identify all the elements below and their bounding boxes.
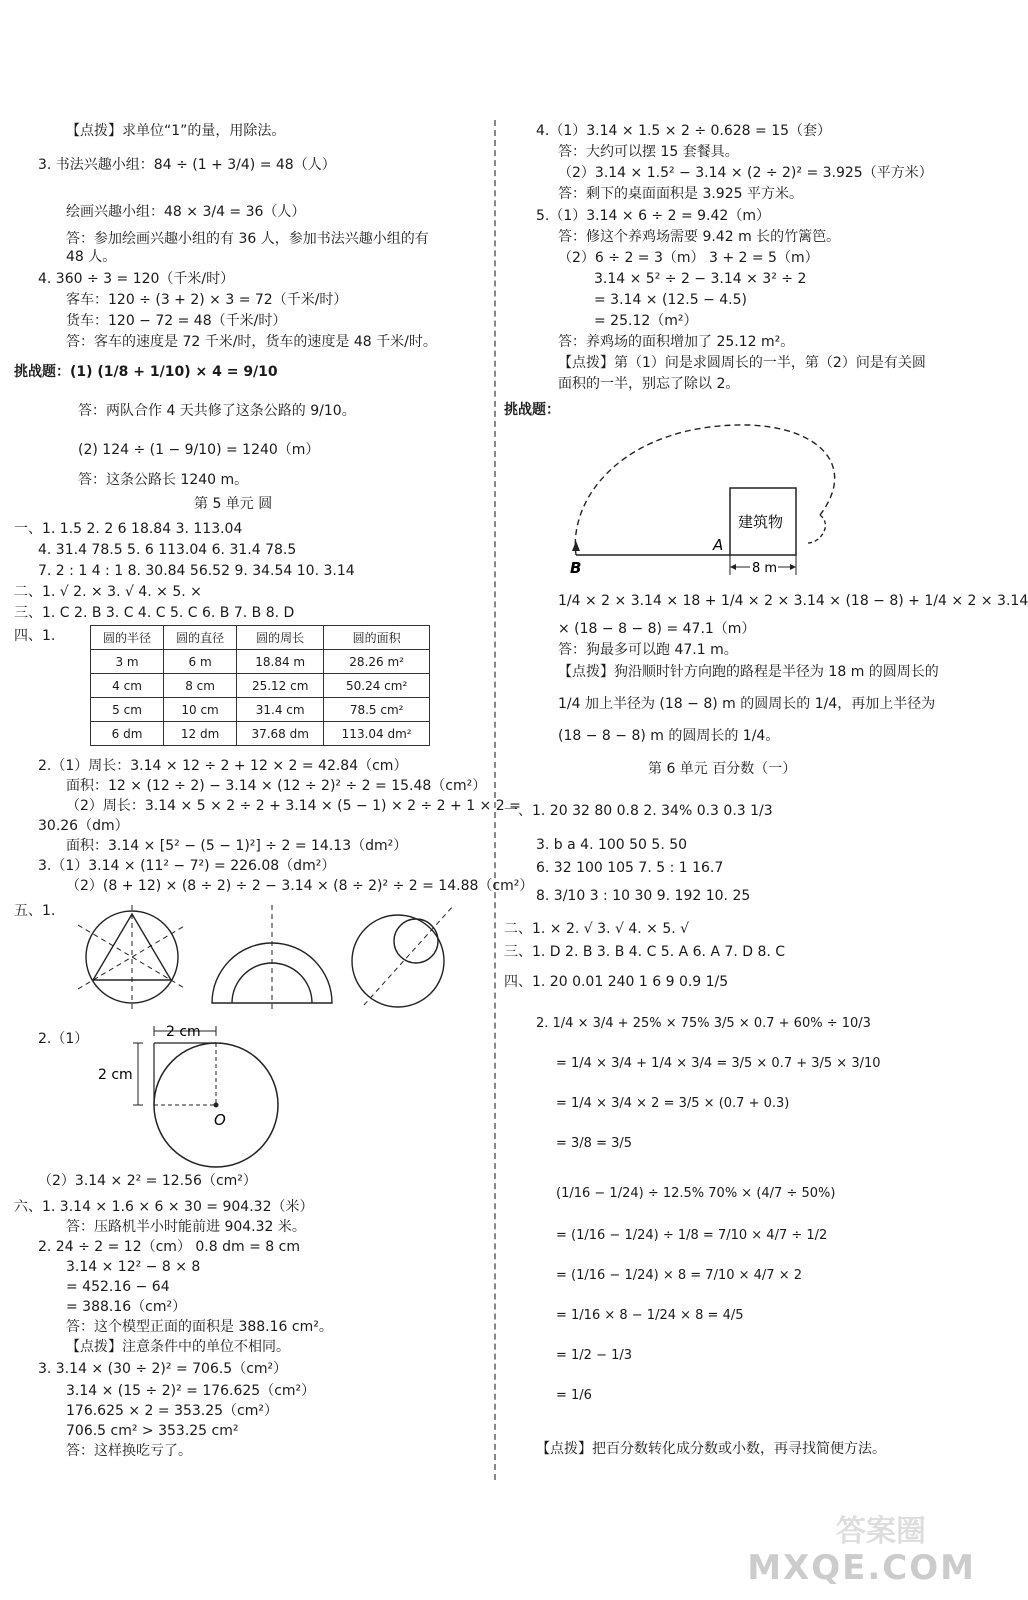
answer-line: 3. b a 4. 100 50 5. 50 xyxy=(536,837,688,853)
answer-line: 答：客车的速度是 72 千米/时，货车的速度是 48 千米/时。 xyxy=(66,334,437,350)
calc-line: = (1/16 − 1/24) × 8 = 7/10 × 4/7 × 2 xyxy=(556,1268,802,1283)
answer-line: = 452.16 − 64 xyxy=(66,1279,170,1295)
label-building: 建筑物 xyxy=(738,513,784,531)
answer-line: 6. 32 100 105 7. 5 : 1 16.7 xyxy=(536,860,724,876)
answer-line: 4. 31.4 78.5 5. 6 113.04 6. 31.4 78.5 xyxy=(38,542,297,558)
calc-line: = 1/6 xyxy=(556,1388,592,1403)
challenge-label: 挑战题： xyxy=(504,402,560,418)
answer-line: 答：这个模型正面的面积是 388.16 cm²。 xyxy=(66,1319,333,1335)
answer-line: 3.（1）3.14 × (11² − 7²) = 226.08（dm²） xyxy=(38,858,336,874)
tip-text: 【点拨】求单位“1”的量，用除法。 xyxy=(66,123,286,139)
answer-line: 3. 书法兴趣小组：84 ÷ (1 + 3/4) = 48（人） xyxy=(38,157,336,173)
watermark-text: MXQE.COM xyxy=(747,1548,976,1588)
answer-line: 3.14 × 12² − 8 × 8 xyxy=(66,1259,201,1275)
dog-path-figure xyxy=(558,415,838,590)
tip-text: (18 − 8 − 8) m 的圆周长的 1/4。 xyxy=(558,728,780,744)
table-header: 圆的直径 xyxy=(164,626,237,650)
label-2cm-left: 2 cm xyxy=(98,1067,133,1083)
answer-line: 8. 3/10 3 : 10 30 9. 192 10. 25 xyxy=(536,888,751,904)
section-title: 第 5 单元 圆 xyxy=(194,496,273,512)
table-cell: 78.5 cm² xyxy=(324,698,430,722)
answer-line: 7. 2 : 1 4 : 1 8. 30.84 56.52 9. 34.54 10. 3.14 xyxy=(38,563,355,579)
calc-line: = 3/8 = 3/5 xyxy=(556,1136,633,1151)
tip-text: 面积的一半，别忘了除以 2。 xyxy=(558,376,740,392)
answer-line: 答：两队合作 4 天共修了这条公路的 9/10。 xyxy=(78,403,356,419)
answer-line: （2）周长：3.14 × 5 × 2 ÷ 2 + 3.14 × (5 − 1) × 2 ÷ 2 + 1 × 2 = xyxy=(66,798,521,814)
answer-line: 四、1. xyxy=(14,628,56,644)
answer-line: 一、1. 1.5 2. 2 6 18.84 3. 113.04 xyxy=(14,521,243,537)
answer-line: 答：修这个养鸡场需要 9.42 m 长的竹篱笆。 xyxy=(558,229,841,245)
table-cell: 37.68 dm xyxy=(237,722,324,746)
answer-line: 答：这样换吃亏了。 xyxy=(66,1443,192,1459)
answer-line: × (18 − 8 − 8) = 47.1（m） xyxy=(558,621,756,637)
calc-line: = 1/2 − 1/3 xyxy=(556,1348,633,1363)
calc-line: = 1/16 × 8 − 1/24 × 8 = 4/5 xyxy=(556,1308,744,1323)
table-cell: 18.84 m xyxy=(237,650,324,674)
answer-line: 30.26（dm） xyxy=(38,818,129,834)
answer-line: 答：养鸡场的面积增加了 25.12 m²。 xyxy=(558,334,795,350)
table-header: 圆的周长 xyxy=(237,626,324,650)
label-2cm-top: 2 cm xyxy=(166,1024,201,1040)
table-cell: 113.04 dm² xyxy=(324,722,430,746)
answer-line: （2）3.14 × 1.5² − 3.14 × (2 ÷ 2)² = 3.925（平方米） xyxy=(558,165,933,181)
table-row xyxy=(91,650,430,674)
label-point-a: A xyxy=(713,536,724,554)
tip-text: 1/4 加上半径为 (18 − 8) m 的圆周长的 1/4，再加上半径为 xyxy=(558,696,936,712)
watermark-logo: 答案圈 xyxy=(836,1514,926,1549)
answer-line: 答：大约可以摆 15 套餐具。 xyxy=(558,144,739,160)
answer-line: 三、1. D 2. B 3. B 4. C 5. A 6. A 7. D 8. C xyxy=(504,944,786,960)
circle-table xyxy=(90,625,430,746)
circle-triangle-figure xyxy=(78,905,186,1009)
calc-line: = 1/4 × 3/4 × 2 = 3/5 × (0.7 + 0.3) xyxy=(556,1096,790,1111)
tip-text: 【点拨】注意条件中的单位不相同。 xyxy=(66,1339,290,1355)
answer-line: 货车：120 − 72 = 48（千米/时） xyxy=(66,313,287,329)
answer-line: = 388.16（cm²） xyxy=(66,1299,187,1315)
label-8m: 8 m xyxy=(752,561,778,576)
answer-line: 答：这条公路长 1240 m。 xyxy=(78,472,249,488)
answer-line: （2）6 ÷ 2 = 3（m） 3 + 2 = 5（m） xyxy=(558,250,819,266)
table-cell: 6 dm xyxy=(91,722,164,746)
table-cell: 25.12 cm xyxy=(237,674,324,698)
table-cell: 6 m xyxy=(164,650,237,674)
table-cell: 12 dm xyxy=(164,722,237,746)
answer-line: 2. 24 ÷ 2 = 12（cm） 0.8 dm = 8 cm xyxy=(38,1239,300,1255)
answer-line: = 3.14 × (12.5 − 4.5) xyxy=(594,292,747,308)
answer-line: 3.14 × 5² ÷ 2 − 3.14 × 3² ÷ 2 xyxy=(594,271,807,287)
table-header: 圆的面积 xyxy=(324,626,430,650)
answer-line: (2) 124 ÷ (1 − 9/10) = 1240（m） xyxy=(78,442,320,458)
circle-radius-figure xyxy=(98,1023,344,1173)
answer-line: 4. 360 ÷ 3 = 120（千米/时） xyxy=(38,271,235,287)
calc-line: 2. 1/4 × 3/4 + 25% × 75% 3/5 × 0.7 + 60% ÷ 10/3 xyxy=(536,1016,871,1031)
table-cell: 28.26 m² xyxy=(324,650,430,674)
label-point-b: B xyxy=(570,559,582,577)
table-row xyxy=(91,722,430,746)
table-cell: 5 cm xyxy=(91,698,164,722)
challenge-line: 挑战题：(1) (1/8 + 1/10) × 4 = 9/10 xyxy=(14,364,278,380)
answer-line: 4.（1）3.14 × 1.5 × 2 ÷ 0.628 = 15（套） xyxy=(536,123,832,139)
semicircle-arch-figure xyxy=(212,905,332,1009)
answer-line: 二、1. √ 2. × 3. √ 4. × 5. × xyxy=(14,584,202,600)
answer-line: 四、1. 20 0.01 240 1 6 9 0.9 1/5 xyxy=(504,974,729,990)
answer-line: 答：剩下的桌面面积是 3.925 平方米。 xyxy=(558,186,803,202)
answer-line: 706.5 cm² > 353.25 cm² xyxy=(66,1423,239,1439)
calc-line: (1/16 − 1/24) ÷ 12.5% 70% × (4/7 ÷ 50%) xyxy=(556,1186,836,1201)
answer-line: 3. 3.14 × (30 ÷ 2)² = 706.5（cm²） xyxy=(38,1361,288,1377)
table-cell: 50.24 cm² xyxy=(324,674,430,698)
label-center-o: O xyxy=(214,1111,226,1129)
answer-line: 一、1. 20 32 80 0.8 2. 34% 0.3 0.3̇ 1/3 xyxy=(504,803,773,819)
table-header: 圆的半径 xyxy=(91,626,164,650)
tip-text: 【点拨】把百分数转化成分数或小数，再寻找简便方法。 xyxy=(536,1441,886,1457)
table-row xyxy=(91,674,430,698)
tip-text: 【点拨】第（1）问是求圆周长的一半，第（2）问是有关圆 xyxy=(558,355,926,371)
answer-line: 六、1. 3.14 × 1.6 × 6 × 30 = 904.32（米） xyxy=(14,1199,314,1215)
table-cell: 3 m xyxy=(91,650,164,674)
geometry-figures xyxy=(64,905,484,1015)
table-cell: 4 cm xyxy=(91,674,164,698)
answer-line: 5.（1）3.14 × 6 ÷ 2 = 9.42（m） xyxy=(536,208,770,224)
answer-line: 面积：12 × (12 ÷ 2) − 3.14 × (12 ÷ 2)² ÷ 2 = 15.48（cm²） xyxy=(66,778,487,794)
table-cell: 10 cm xyxy=(164,698,237,722)
answer-line: 答：参加绘画兴趣小组的有 36 人，参加书法兴趣小组的有 xyxy=(66,231,429,247)
answer-line: 五、1. xyxy=(14,903,56,919)
section-title: 第 6 单元 百分数（一） xyxy=(648,761,797,777)
answer-line: （2）(8 + 12) × (8 ÷ 2) ÷ 2 − 3.14 × (8 ÷ 2)² ÷ 2 = 14.88（cm²） xyxy=(66,878,534,894)
answer-line: 客车：120 ÷ (3 + 2) × 3 = 72（千米/时） xyxy=(66,292,348,308)
answer-line: 面积：3.14 × [5² − (5 − 1)²] ÷ 2 = 14.13（dm²） xyxy=(66,838,408,854)
answer-line: （2）3.14 × 2² = 12.56（cm²） xyxy=(38,1173,257,1189)
calc-line: = (1/16 − 1/24) ÷ 1/8 = 7/10 × 4/7 ÷ 1/2 xyxy=(556,1228,828,1243)
tip-text: 【点拨】狗沿顺时针方向跑的路程是半径为 18 m 的圆周长的 xyxy=(558,664,939,680)
table-row xyxy=(91,698,430,722)
answer-line: = 25.12（m²） xyxy=(594,313,698,329)
calc-line: = 1/4 × 3/4 + 1/4 × 3/4 = 3/5 × 0.7 + 3/5 × 3/10 xyxy=(556,1056,881,1071)
answer-line: 绘画兴趣小组：48 × 3/4 = 36（人） xyxy=(66,204,306,220)
answer-line: 48 人。 xyxy=(66,249,117,265)
answer-line: 2.（1） xyxy=(38,1031,89,1047)
answer-line: 3.14 × (15 ÷ 2)² = 176.625（cm²） xyxy=(66,1383,316,1399)
answer-line: 答：压路机半小时能前进 904.32 米。 xyxy=(66,1219,306,1235)
answer-line: 1/4 × 2 × 3.14 × 18 + 1/4 × 2 × 3.14 × (18 − 8) + 1/4 × 2 × 3.14 xyxy=(558,593,1028,609)
answer-line: 三、1. C 2. B 3. C 4. C 5. C 6. B 7. B 8. D xyxy=(14,605,295,621)
two-circles-figure xyxy=(352,905,454,1007)
answer-line: 答：狗最多可以跑 47.1 m。 xyxy=(558,642,738,658)
answer-line: 二、1. × 2. √ 3. √ 4. × 5. √ xyxy=(504,921,690,937)
answer-line: 176.625 × 2 = 353.25（cm²） xyxy=(66,1403,278,1419)
table-cell: 31.4 cm xyxy=(237,698,324,722)
table-cell: 8 cm xyxy=(164,674,237,698)
answer-line: 2.（1）周长：3.14 × 12 ÷ 2 + 12 × 2 = 42.84（cm） xyxy=(38,758,408,774)
